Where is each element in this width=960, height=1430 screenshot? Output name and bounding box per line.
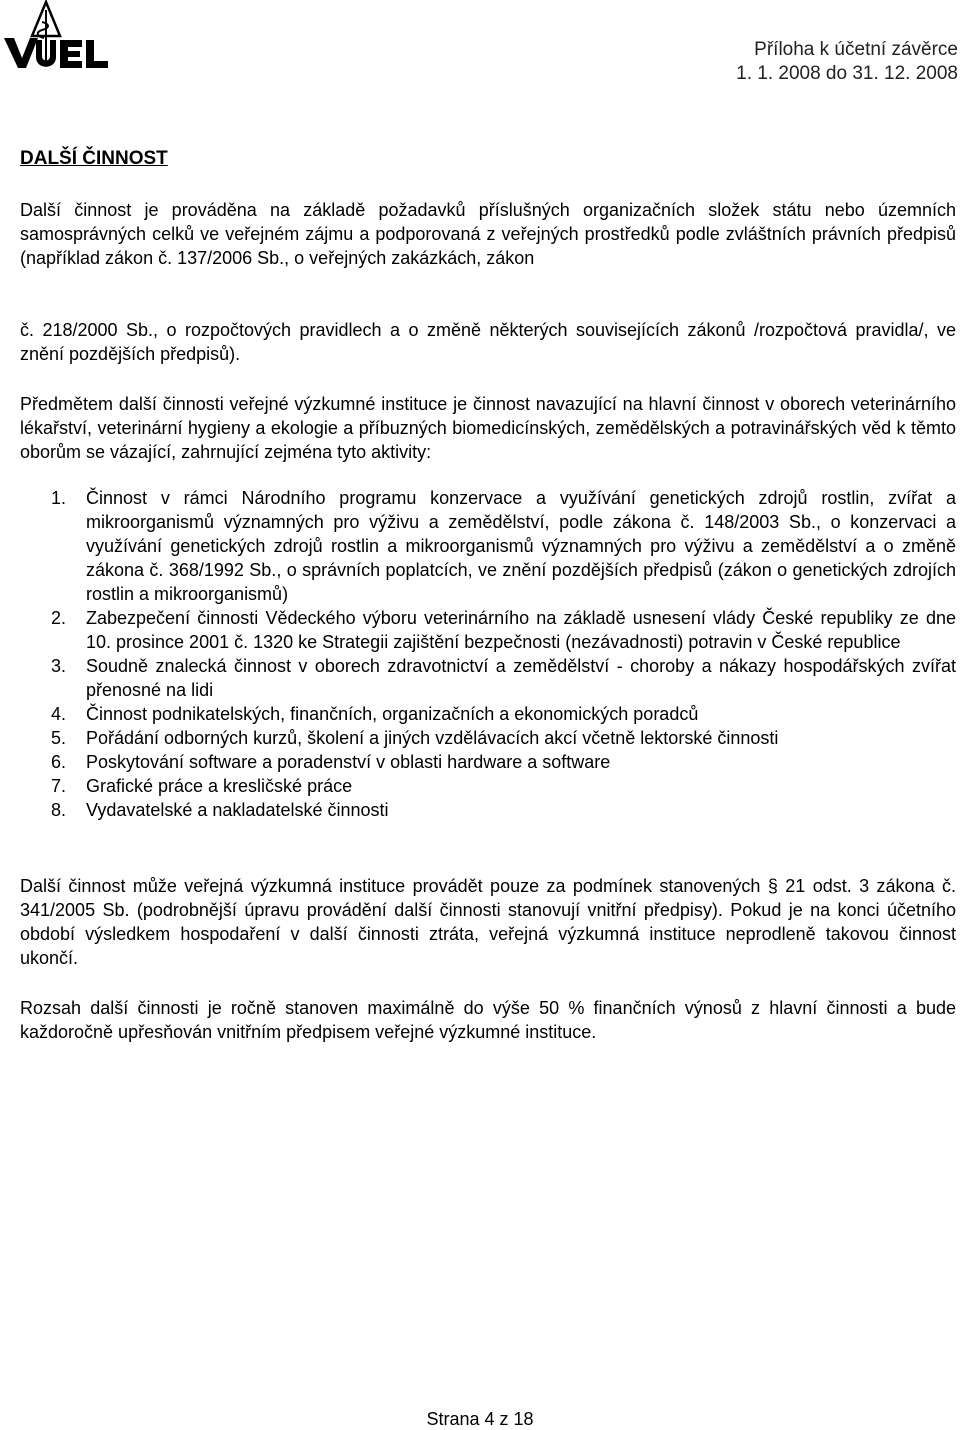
list-item <box>20 726 956 750</box>
list-item <box>20 606 956 654</box>
list-item-text: Zabezpečení činnosti Vědeckého výboru veterinárního na základě usnesení vlády České republiky ze dne 10. prosince 2001 č. 1320 ke Strategii zajištění bezpečnosti (nezávadnosti) potravin v České republice <box>86 608 956 652</box>
page-number: Strana 4 z 18 <box>426 1409 534 1429</box>
section-heading: DALŠÍ ČINNOST <box>20 148 168 169</box>
list-item-number: 2. <box>51 608 67 628</box>
paragraph-intro: Další činnost je prováděna na základě požadavků příslušných organizačních složek státu nebo územních samosprávných celků ve veřejném zájmu a podporovaná z veřejných prostředků podle zvláštních právních předpisů (například zákon č. 137/2006 Sb., o veřejných zakázkách, zákon <box>20 200 956 268</box>
paragraph-conditions: Další činnost může veřejná výzkumná instituce provádět pouze za podmínek stanovených § 21 odst. 3 zákona č. 341/2005 Sb. (podrobnější úpravu provádění další činnosti stanovují vnitřní předpisy). Pokud je na konci účetního období výsledkem hospodaření v další činnosti ztráta, veřejná výzkumná instituce neprodleně takovou činnost ukončí. <box>20 876 956 968</box>
list-item-text: Pořádání odborných kurzů, školení a jiných vzdělávacích akcí včetně lektorské činnosti <box>86 728 779 748</box>
list-item-text: Soudně znalecká činnost v oborech zdravotnictví a zemědělství - choroby a nákazy hospodářských zvířat přenosné na lidi <box>86 656 956 700</box>
list-item-number: 3. <box>51 656 67 676</box>
paragraph-extent: Rozsah další činnosti je ročně stanoven maximálně do výše 50 % finančních výnosů z hlavní činnosti a bude každoročně upřesňován vnitřním předpisem veřejné výzkumné instituce. <box>20 998 956 1042</box>
paragraph-law-reference: č. 218/2000 Sb., o rozpočtových pravidlech a o změně některých souvisejících zákonů /rozpočtová pravidla/, ve znění pozdějších předpisů). <box>20 320 956 364</box>
vuvel-logo <box>2 0 130 72</box>
list-item-text: Grafické práce a kresličské práce <box>86 776 353 796</box>
paragraph-scope: Předmětem další činnosti veřejné výzkumné instituce je činnost navazující na hlavní činnost v oborech veterinárního lékařství, veterinární hygieny a ekologie a příbuzných biomedicínských, zemědělských a potravinářských věd k těmto oborům se vázající, zahrnující zejména tyto aktivity: <box>20 394 956 462</box>
list-item-text: Činnost podnikatelských, finančních, organizačních a ekonomických poradců <box>86 704 699 724</box>
list-item-number: 5. <box>51 728 67 748</box>
list-item-number: 1. <box>51 488 67 508</box>
activity-list <box>20 486 956 822</box>
list-item <box>20 702 956 726</box>
list-item-number: 4. <box>51 704 67 724</box>
list-item <box>20 750 956 774</box>
list-item-number: 7. <box>51 776 67 796</box>
vuvel-logo-graphic <box>2 0 130 72</box>
list-item-text: Činnost v rámci Národního programu konzervace a využívání genetických zdrojů rostlin, zvířat a mikroorganismů významných pro výživu a zemědělství, podle zákona č. 148/2003 Sb., o konzervaci a využívání genetických zdrojů rostlin a mikroorganismů významných pro výživu a zemědělství a o změně zákona č. 368/1992 Sb., o správních poplatcích, ve znění pozdějších předpisů (zákon o genetických zdrojích rostlin a mikroorganismů) <box>86 488 956 604</box>
list-item <box>20 774 956 798</box>
list-item-text: Vydavatelské a nakladatelské činnosti <box>86 800 389 820</box>
list-item-text: Poskytování software a poradenství v oblasti hardware a software <box>86 752 611 772</box>
list-item <box>20 486 956 606</box>
header-title: Příloha k účetní závěrce <box>754 39 958 60</box>
list-item-number: 8. <box>51 800 67 820</box>
list-item <box>20 654 956 702</box>
list-item-number: 6. <box>51 752 67 772</box>
list-item <box>20 798 956 822</box>
header-period: 1. 1. 2008 do 31. 12. 2008 <box>736 63 958 84</box>
